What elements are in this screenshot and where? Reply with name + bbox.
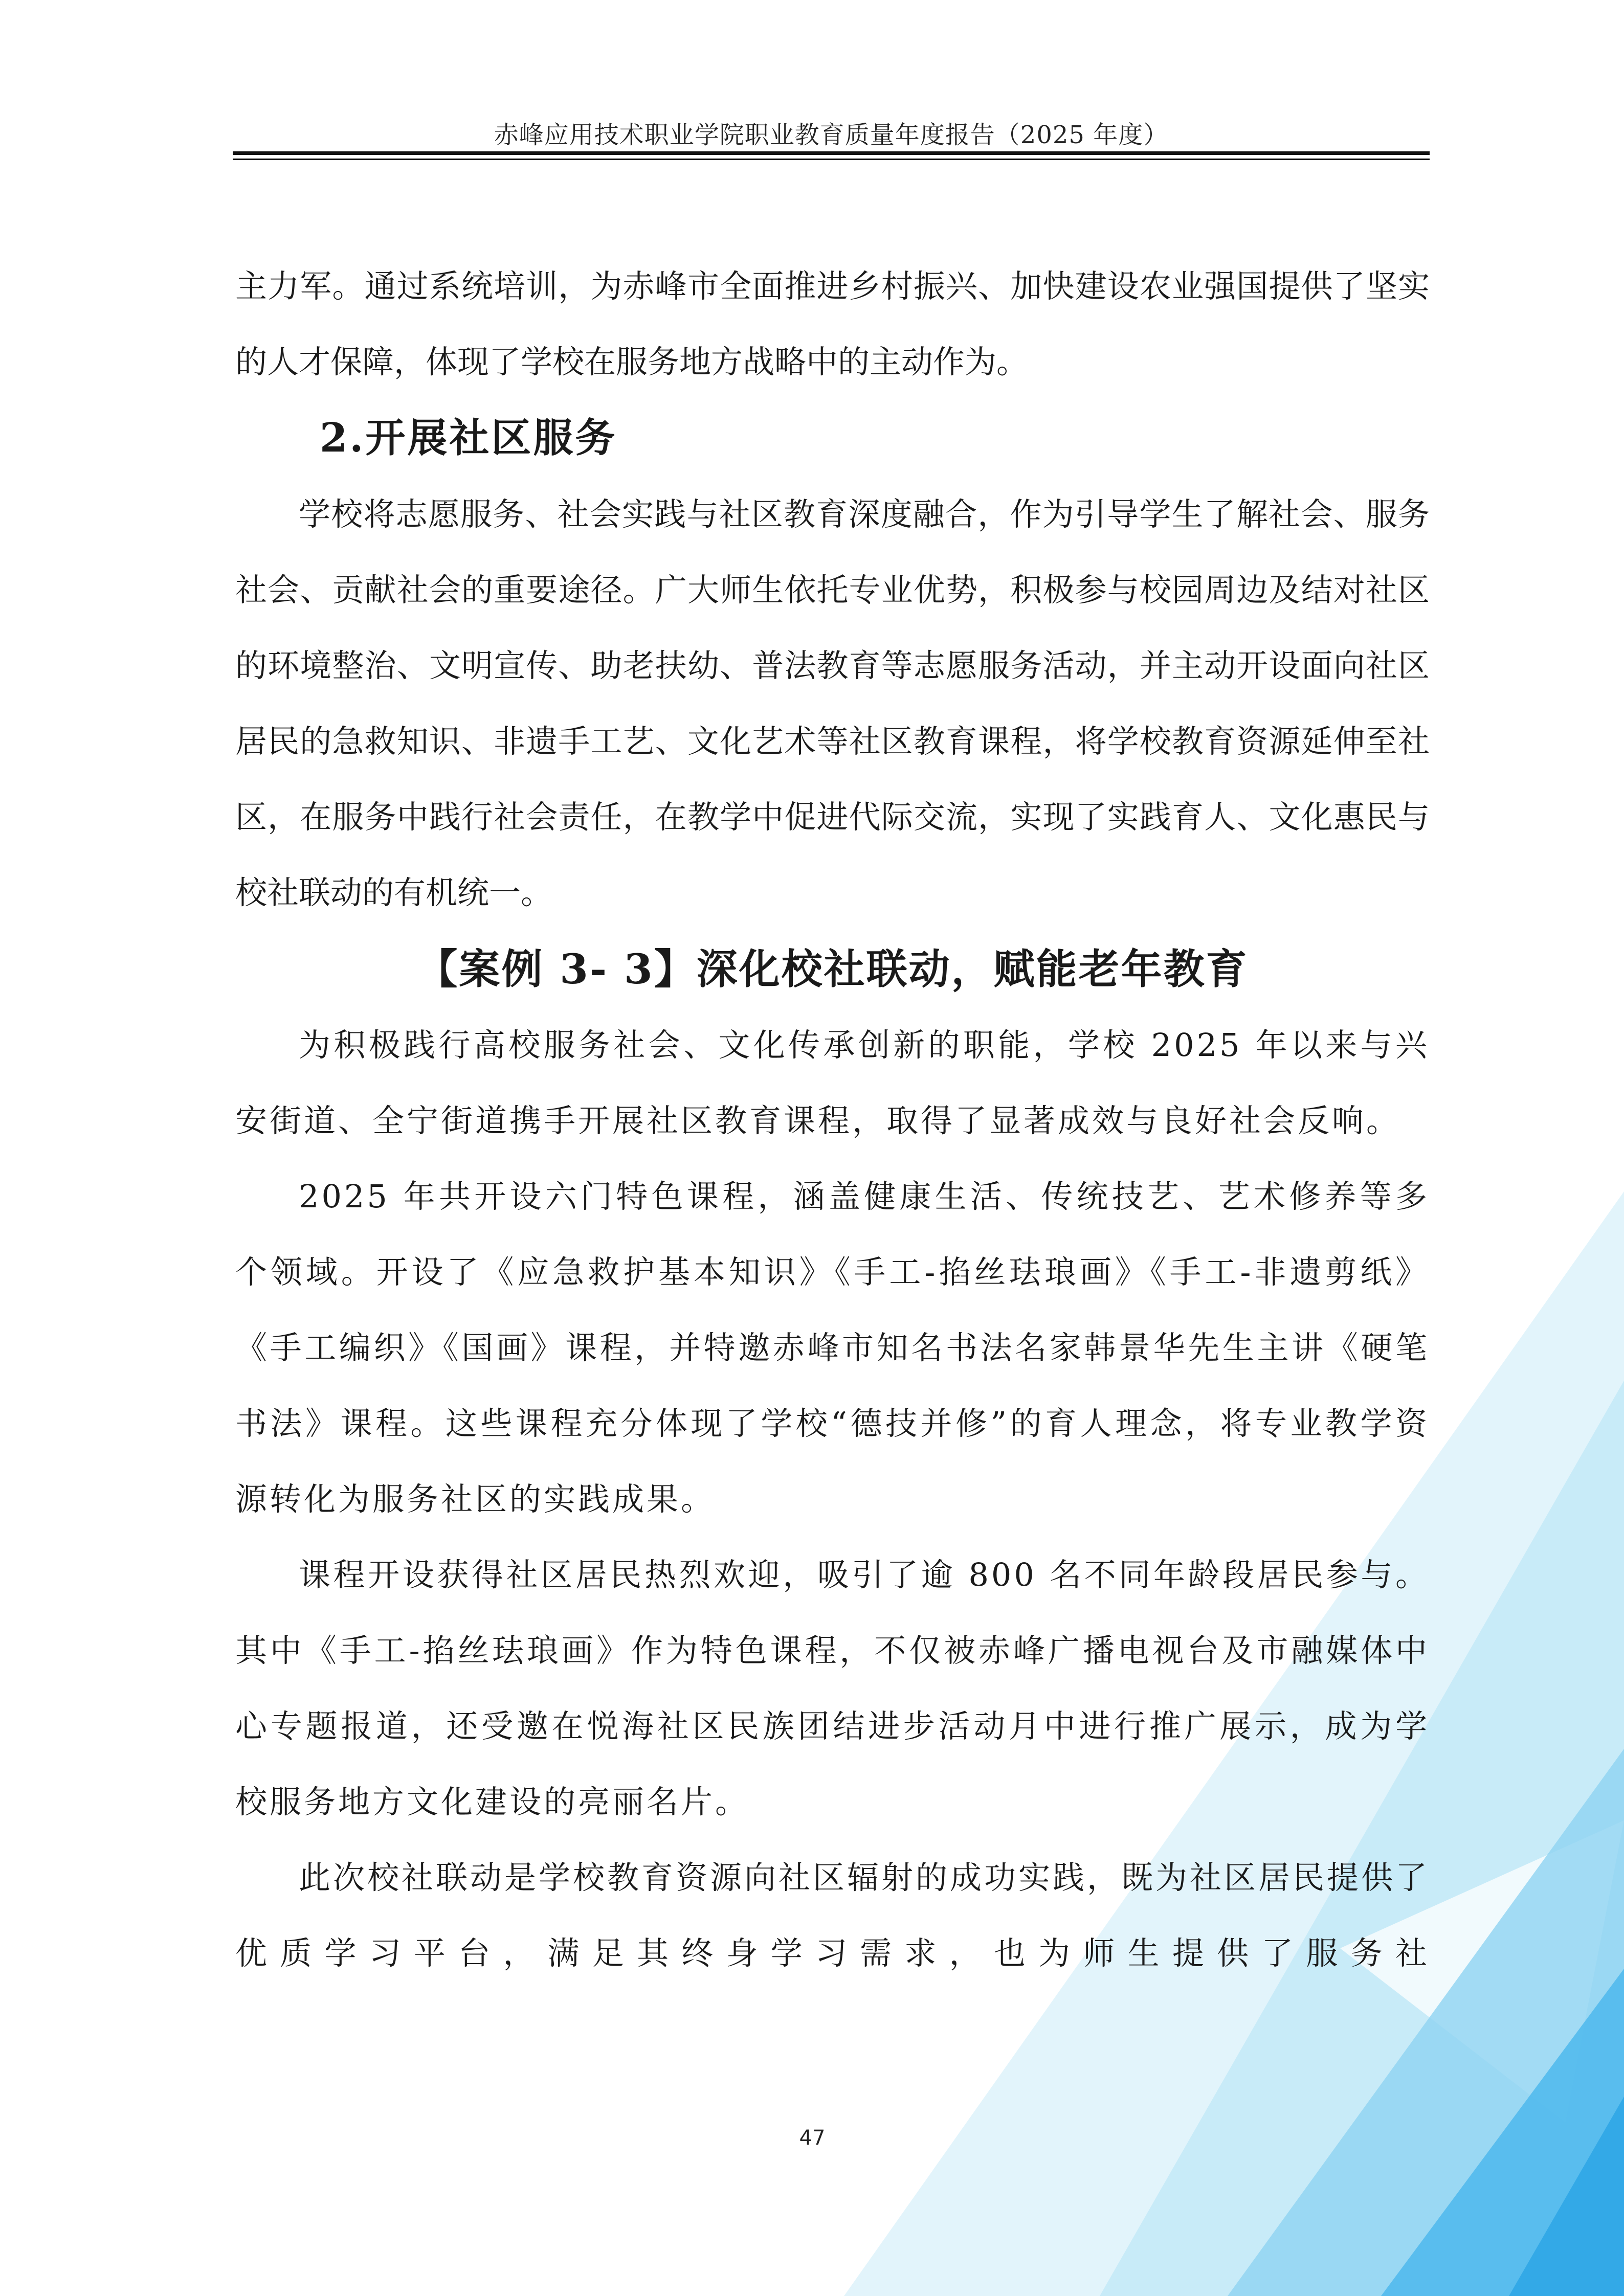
page-body — [235, 249, 1430, 2067]
case-paragraph-conclusion: 此次校社联动是学校教育资源向社区辐射的成功实践，既为社区居民提供了优质学习平台，满足其终身学习需求，也为师生提供了服务社 — [235, 1859, 1430, 1972]
header-rule-thin — [233, 159, 1430, 160]
paragraph-community-service: 学校将志愿服务、社会实践与社区教育深度融合，作为引导学生了解社会、服务社会、贡献社会的重要途径。广大师生依托专业优势，积极参与校园周边及结对社区的环境整治、文明宣传、助老扶幼、普法教育等志愿服务活动，并主动开设面向社区居民的急救知识、非遗手工艺、文化艺术等社区教育课程，将学校教育资源延伸至社区，在服务中践行社会责任，在教学中促进代际交流，实现了实践育人、文化惠民与校社联动的有机统一。 — [235, 496, 1430, 911]
section-heading: 2.开展社区服务 — [320, 415, 617, 461]
running-header: 赤峰应用技术职业学院职业教育质量年度报告（2025 年度） — [494, 121, 1169, 149]
case-paragraph-courses: 2025 年共开设六门特色课程，涵盖健康生活、传统技艺、艺术修养等多个领域。开设了《应急救护基本知识》《手工-掐丝珐琅画》《手工-非遗剪纸》《手工编织》《国画》课程，并特邀赤峰市知名书法名家韩景华先生主讲《硬笔书法》课程。这些课程充分体现了学校“德技并修”的育人理念，将专业教学资源转化为服务社区的实践成果。 — [235, 1178, 1430, 1518]
case-heading: 【案例 3- 3】深化校社联动，赋能老年教育 — [416, 945, 1249, 993]
case-paragraph-intro: 为积极践行高校服务社会、文化传承创新的职能，学校 2025 年以来与兴安街道、全宁街道携手开展社区教育课程，取得了显著成效与良好社会反响。 — [235, 1026, 1430, 1139]
header-rule-thick — [233, 151, 1430, 155]
page-number: 47 — [799, 2126, 826, 2150]
case-paragraph-reception: 课程开设获得社区居民热烈欢迎，吸引了逾 800 名不同年龄段居民参与。其中《手工-掐丝珐琅画》作为特色课程，不仅被赤峰广播电视台及市融媒体中心专题报道，还受邀在悦海社区民族团结进步活动月中进行推广展示，成为学校服务地方文化建设的亮丽名片。 — [235, 1556, 1430, 1820]
paragraph-continued: 主力军。通过系统培训，为赤峰市全面推进乡村振兴、加快建设农业强国提供了坚实的人才保障，体现了学校在服务地方战略中的主动作为。 — [235, 267, 1430, 380]
